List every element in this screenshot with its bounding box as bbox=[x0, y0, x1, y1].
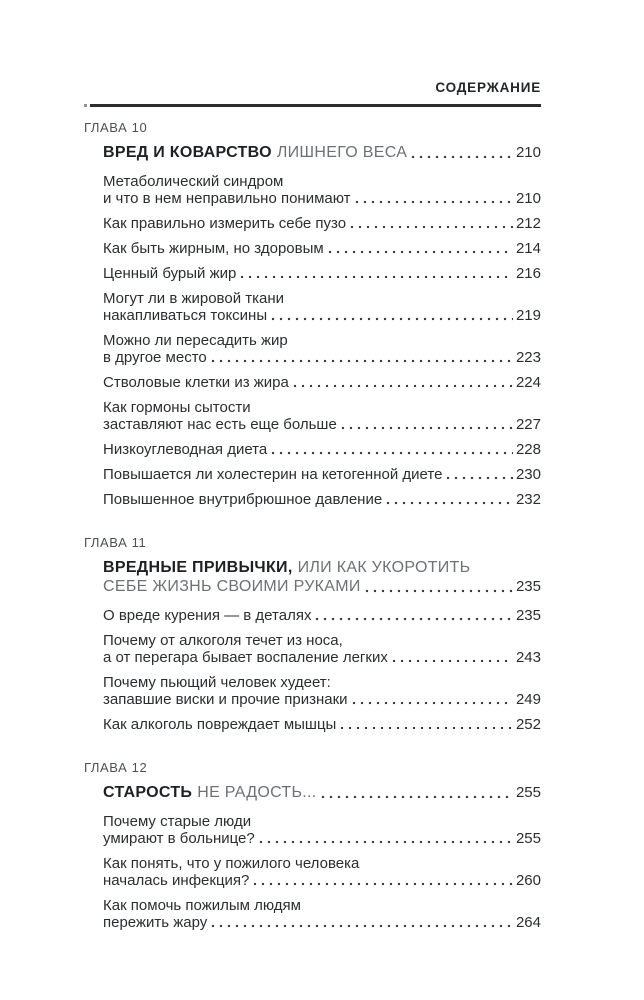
chapter-title-rest: НЕ РАДОСТЬ... bbox=[197, 784, 317, 801]
page-header-title: СОДЕРЖАНИЕ bbox=[435, 80, 541, 95]
chapter-title bbox=[103, 783, 541, 802]
chapter-title bbox=[103, 558, 541, 596]
page-number: 227 bbox=[515, 416, 541, 433]
page-number: 232 bbox=[515, 491, 541, 508]
toc-entry bbox=[103, 491, 541, 508]
entry-line1: О вреде курения — в деталях bbox=[103, 607, 312, 624]
entry-line2: и что в нем неправильно понимают bbox=[103, 190, 351, 207]
page-number: 216 bbox=[515, 265, 541, 282]
toc-entry bbox=[103, 332, 541, 366]
toc-entry bbox=[103, 265, 541, 282]
dot-leader bbox=[352, 701, 513, 705]
page-number: 252 bbox=[515, 716, 541, 733]
toc-entry bbox=[103, 632, 541, 666]
entry-line2: заставляют нас есть еще больше bbox=[103, 416, 337, 433]
entry-line1: Повышается ли холестерин на кетогенной диете bbox=[103, 466, 443, 483]
dot-leader bbox=[240, 275, 513, 279]
entry-line1: Как помочь пожилым людям bbox=[103, 897, 301, 914]
toc-entry bbox=[103, 607, 541, 624]
dot-leader bbox=[253, 882, 513, 886]
entry-line1: Метаболический синдром bbox=[103, 173, 284, 190]
entry-line2: а от перегара бывает воспаление легких bbox=[103, 649, 388, 666]
toc-entry bbox=[103, 466, 541, 483]
entry-line1: Как правильно измерить себе пузо bbox=[103, 215, 347, 232]
entry-line2: пережить жару bbox=[103, 914, 208, 931]
dot-leader bbox=[293, 384, 513, 388]
chapter-title-rest: ИЛИ КАК УКОРОТИТЬ bbox=[297, 559, 471, 576]
page-number: 255 bbox=[515, 830, 541, 847]
entry-line1: Почему старые люди bbox=[103, 813, 252, 830]
page-number: 210 bbox=[515, 190, 541, 207]
chapter-entries bbox=[103, 813, 541, 931]
page-number: 224 bbox=[515, 374, 541, 391]
entry-line2: умирают в больнице? bbox=[103, 830, 255, 847]
entry-line2: в другое место bbox=[103, 349, 207, 366]
dot-leader bbox=[341, 426, 513, 430]
page-number: 235 bbox=[515, 578, 541, 595]
page-number: 255 bbox=[515, 784, 541, 801]
page-number: 219 bbox=[515, 307, 541, 324]
chapter-title-bold: ВРЕД И КОВАРСТВО bbox=[103, 144, 272, 161]
chapter-section bbox=[84, 120, 541, 508]
entry-line1: Могут ли в жировой ткани bbox=[103, 290, 285, 307]
chapter-title-bold: СТАРОСТЬ bbox=[103, 784, 193, 801]
dot-leader bbox=[271, 451, 513, 455]
chapter-section bbox=[84, 760, 541, 931]
chapter-title-bold: ВРЕДНЫЕ ПРИВЫЧКИ, bbox=[103, 559, 293, 576]
entry-line1: Как быть жирным, но здоровым bbox=[103, 240, 324, 257]
entry-line1: Низкоуглеводная диета bbox=[103, 441, 268, 458]
chapter-section bbox=[84, 535, 541, 733]
dot-leader bbox=[350, 225, 513, 229]
dot-leader bbox=[321, 795, 513, 799]
page-number: 249 bbox=[515, 691, 541, 708]
chapter-title-rest: ЛИШНЕГО ВЕСА bbox=[276, 144, 408, 161]
chapter-title-line1 bbox=[103, 558, 541, 577]
toc-entry bbox=[103, 374, 541, 391]
header-rule bbox=[84, 104, 541, 107]
entry-line1: Как гормоны сытости bbox=[103, 399, 251, 416]
dot-leader bbox=[271, 317, 513, 321]
dot-leader bbox=[211, 924, 513, 928]
dot-leader bbox=[340, 726, 513, 730]
entry-line1: Почему от алкоголя течет из носа, bbox=[103, 632, 343, 649]
chapter-title bbox=[103, 143, 541, 162]
toc-entry bbox=[103, 897, 541, 931]
entry-line1: Стволовые клетки из жира bbox=[103, 374, 289, 391]
entry-line1: Почему пьющий человек худеет: bbox=[103, 674, 331, 691]
toc-entry bbox=[103, 290, 541, 324]
dot-leader bbox=[411, 155, 513, 159]
rule-dot bbox=[84, 104, 87, 107]
chapter-label: ГЛАВА 11 bbox=[84, 535, 147, 550]
page-number: 260 bbox=[515, 872, 541, 889]
entry-line1: Повышенное внутрибрюшное давление bbox=[103, 491, 383, 508]
chapter-entries bbox=[103, 607, 541, 733]
dot-leader bbox=[355, 200, 513, 204]
toc-entry bbox=[103, 441, 541, 458]
dot-leader bbox=[259, 840, 513, 844]
page-number: 223 bbox=[515, 349, 541, 366]
dot-leader bbox=[392, 659, 513, 663]
toc-entry bbox=[103, 240, 541, 257]
dot-leader bbox=[328, 250, 513, 254]
page-number: 210 bbox=[515, 144, 541, 161]
page-number: 243 bbox=[515, 649, 541, 666]
toc-entry bbox=[103, 215, 541, 232]
page-number: 228 bbox=[515, 441, 541, 458]
dot-leader bbox=[446, 476, 513, 480]
chapter-entries bbox=[103, 173, 541, 508]
chapter-label: ГЛАВА 12 bbox=[84, 760, 148, 775]
entry-line1: Как алкоголь повреждает мышцы bbox=[103, 716, 337, 733]
entry-line1: Можно ли пересадить жир bbox=[103, 332, 288, 349]
chapter-label: ГЛАВА 10 bbox=[84, 120, 148, 135]
chapter-title-text bbox=[103, 783, 317, 802]
page-number: 264 bbox=[515, 914, 541, 931]
entry-line2: запавшие виски и прочие признаки bbox=[103, 691, 348, 708]
chapter-title-line2: СЕБЕ ЖИЗНЬ СВОИМИ РУКАМИ bbox=[103, 578, 361, 595]
dot-leader bbox=[386, 501, 513, 505]
toc-entry bbox=[103, 399, 541, 433]
entry-line2: началась инфекция? bbox=[103, 872, 250, 889]
dot-leader bbox=[315, 617, 513, 621]
toc-content bbox=[84, 80, 541, 939]
dot-leader bbox=[211, 359, 513, 363]
entry-line1: Как понять, что у пожилого человека bbox=[103, 855, 360, 872]
page-number: 212 bbox=[515, 215, 541, 232]
entry-line2: накапливаться токсины bbox=[103, 307, 268, 324]
chapter-title-text bbox=[103, 143, 407, 162]
entry-line1: Ценный бурый жир bbox=[103, 265, 237, 282]
rule-line bbox=[90, 104, 541, 107]
toc-entry bbox=[103, 855, 541, 889]
page-number: 235 bbox=[515, 607, 541, 624]
toc-entry bbox=[103, 173, 541, 207]
page-number: 214 bbox=[515, 240, 541, 257]
dot-leader bbox=[365, 589, 513, 593]
toc-entry bbox=[103, 716, 541, 733]
toc-entry bbox=[103, 674, 541, 708]
page-number: 230 bbox=[515, 466, 541, 483]
toc-entry bbox=[103, 813, 541, 847]
